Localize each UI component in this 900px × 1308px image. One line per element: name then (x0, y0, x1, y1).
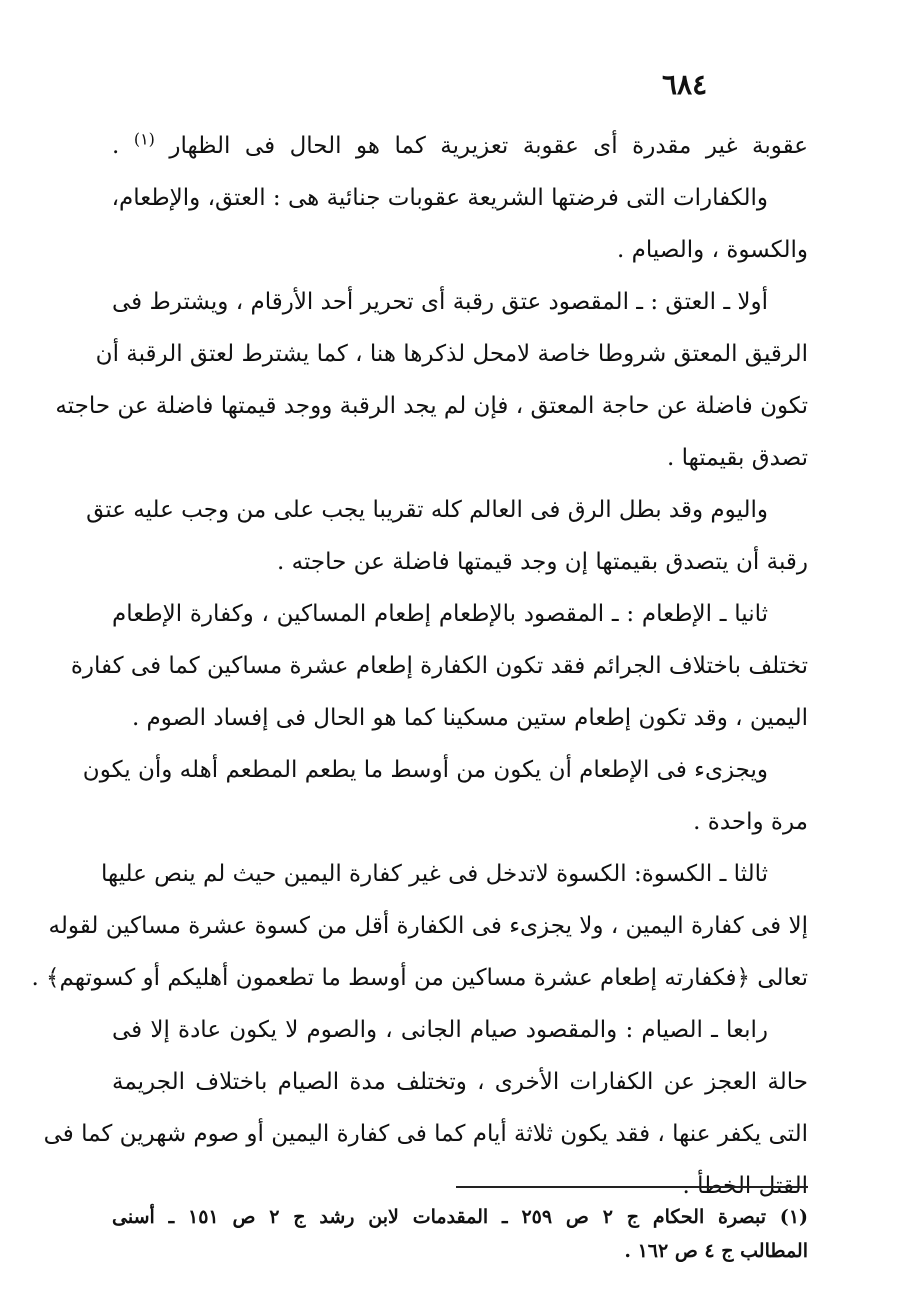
footnote-reference: (١) (133, 129, 155, 149)
footnote-line: (١) تبصرة الحكام ج ٢ ص ٢٥٩ ـ المقدمات لابن رشد ج ٢ ص ١٥١ ـ أسنى (112, 1206, 809, 1228)
body-line: تختلف باختلاف الجرائم فقد تكون الكفارة إطعام عشرة مساكين كما فى كفارة (70, 653, 808, 679)
body-line: التى يكفر عنها ، فقد يكون ثلاثة أيام كما فى كفارة اليمين أو صوم شهرين كما فى (43, 1121, 808, 1147)
footnote-line: المطالب ج ٤ ص ١٦٢ . (624, 1240, 808, 1262)
body-line-text: عقوبة غير مقدرة أى عقوبة تعزيرية كما هو الحال فى الظهار (169, 133, 809, 159)
body-line: الرقيق المعتق شروطا خاصة لامحل لذكرها هنا ، كما يشترط لعتق الرقبة أن (95, 341, 808, 367)
body-line: أولا ـ العتق : ـ المقصود عتق رقبة أى تحرير أحد الأرقام ، ويشترط فى (112, 289, 768, 315)
body-line: رابعا ـ الصيام : والمقصود صيام الجانى ، والصوم لا يكون عادة إلا فى (112, 1017, 768, 1043)
body-line: تعالى ﴿فكفارته إطعام عشرة مساكين من أوسط ما تطعمون أهليكم أو كسوتهم﴾ . (31, 965, 808, 991)
body-line: رقبة أن يتصدق بقيمتها إن وجد قيمتها فاضلة عن حاجته . (277, 549, 808, 575)
footnotes (112, 1200, 808, 1268)
body-line: إلا فى كفارة اليمين ، ولا يجزىء فى الكفارة أقل من كسوة عشرة مساكين لقوله (48, 913, 808, 939)
footnote-separator (456, 1186, 808, 1188)
body-line: ثانيا ـ الإطعام : ـ المقصود بالإطعام إطعام المساكين ، وكفارة الإطعام (112, 601, 768, 627)
body-text (31, 120, 809, 1212)
body-line: اليمين ، وقد تكون إطعام ستين مسكينا كما هو الحال فى إفساد الصوم . (131, 705, 808, 731)
body-line: القتل الخطأ . (682, 1173, 808, 1199)
body-line: ثالثا ـ الكسوة: الكسوة لاتدخل فى غير كفارة اليمين حيث لم ينص عليها (100, 861, 768, 887)
body-line: والكسوة ، والصيام . (617, 237, 808, 263)
page-number: ٦٨٤ (662, 68, 708, 101)
body-line: تصدق بقيمتها . (666, 445, 808, 471)
body-line: عقوبة غير مقدرة أى عقوبة تعزيرية كما هو الحال فى الظهار $^{(١)}$ . (112, 129, 809, 159)
body-line: واليوم وقد بطل الرق فى العالم كله تقريبا يجب على من وجب عليه عتق (86, 497, 768, 523)
body-line: ويجزىء فى الإطعام أن يكون من أوسط ما يطعم المطعم أهله وأن يكون (82, 757, 768, 783)
body-line: والكفارات التى فرضتها الشريعة عقوبات جنائية هى : العتق، والإطعام، (111, 185, 768, 211)
body-line: مرة واحدة . (693, 809, 808, 835)
body-line: تكون فاضلة عن حاجة المعتق ، فإن لم يجد الرقبة ووجد قيمتها فاضلة عن حاجته (55, 393, 808, 419)
body-line: حالة العجز عن الكفارات الأخرى ، وتختلف مدة الصيام باختلاف الجريمة (112, 1069, 808, 1095)
